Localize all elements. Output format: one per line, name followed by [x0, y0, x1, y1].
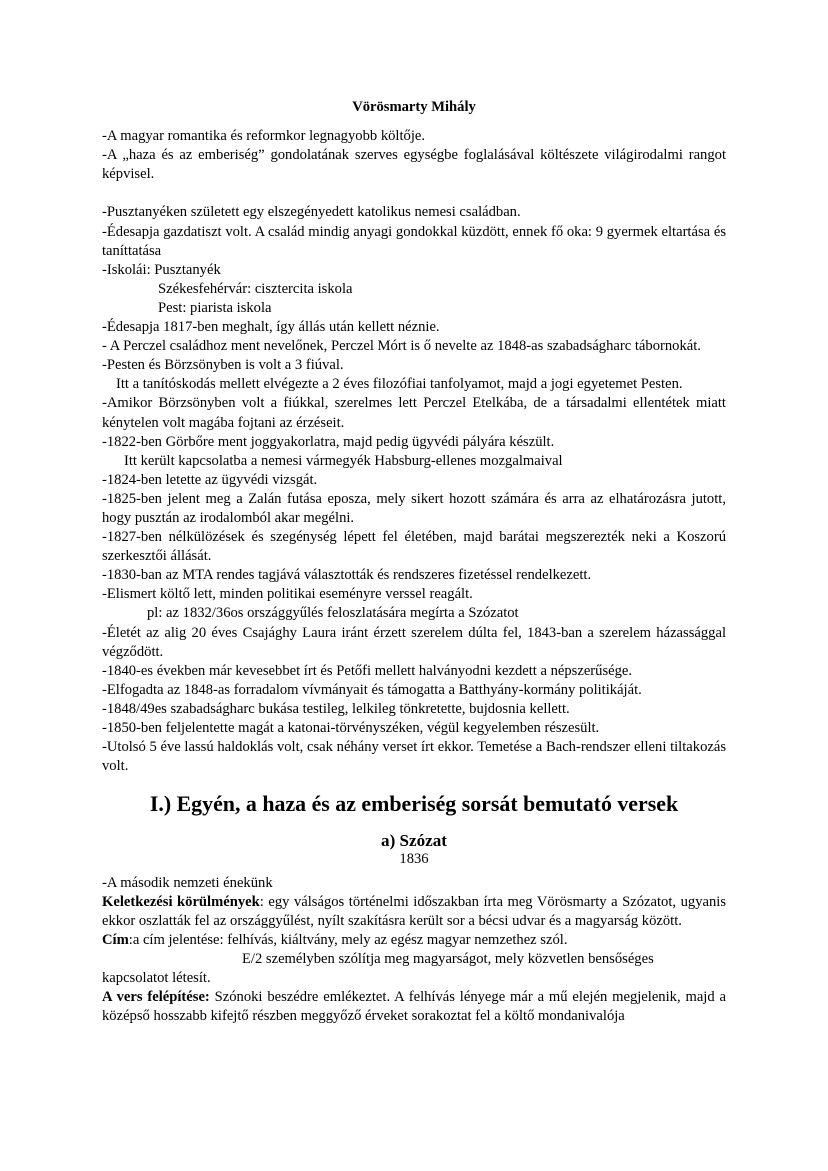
- bio-line: -1830-ban az MTA rendes tagjává választották és rendszeres fizetéssel rendelkezett.: [102, 567, 592, 584]
- bio-line: -1827-ben nélkülözések és szegénység lépett fel életében, majd barátai megszerezték neki a Koszorú szerkesztői állását.: [102, 529, 726, 565]
- bio-line: -Pusztanyéken született egy elszegényedett katolikus nemesi családban.: [102, 204, 521, 221]
- bio-line: -1822-ben Görbőre ment joggyakorlatra, majd pedig ügyvédi pályára készült.: [102, 433, 555, 450]
- bio-line: -Iskolái: Pusztanyék: [102, 261, 221, 278]
- bio-line: -Utolsó 5 éve lassú haldoklás volt, csak néhány verset írt ekkor. Temetése a Bach-rendszer elleni tiltakozás volt.: [102, 739, 726, 775]
- structure-label: A vers felépítése:: [102, 989, 210, 1006]
- title-label: Cím: [102, 931, 129, 948]
- bio-line: - A Perczel családhoz ment nevelőnek, Perczel Mórt is ő nevelte az 1848-as szabadságharc tábornokát.: [102, 338, 701, 355]
- bio-line: -Életét az alig 20 éves Csajághy Laura iránt érzett szerelem dúlta fel, 1843-ban a szerelem házassággal végződött.: [102, 624, 726, 660]
- section-title: I.) Egyén, a haza és az emberiség sorsát bemutató versek: [149, 791, 679, 817]
- bio-line: -Pesten és Börzsönyben is volt a 3 fiúval.: [102, 357, 344, 374]
- intro-line: -A magyar romantika és reformkor legnagyobb költője.: [102, 128, 425, 145]
- szozat-line: E/2 személyben szólítja meg magyarságot, mely közvetlen bensőséges: [242, 950, 654, 967]
- bio-line: Székesfehérvár: cisztercita iskola: [158, 280, 353, 297]
- bio-line: Itt került kapcsolatba a nemesi vármegyék Habsburg-ellenes mozgalmaival: [124, 452, 563, 469]
- title-text: :a cím jelentése: felhívás, kiáltvány, mely az egész magyar nemzethez szól.: [128, 931, 568, 948]
- bio-line: Itt a tanítóskodás mellett elvégezte a 2 éves filozófiai tanfolyamot, majd a jogi egyetemet Pesten.: [116, 376, 683, 393]
- szozat-line: kapcsolatot létesít.: [102, 970, 211, 987]
- bio-line: -Amikor Börzsönyben volt a fiúkkal, szerelmes lett Perczel Etelkába, de a társadalmi ellentétek miatt kénytelen volt magába fojtani az érzéseit.: [102, 395, 726, 431]
- bio-line: -Elismert költő lett, minden politikai eseményre verssel reagált.: [102, 586, 473, 603]
- page-title: Vörösmarty Mihály: [352, 99, 476, 115]
- subsection-title: a) Szózat: [381, 831, 447, 851]
- spacer: [102, 184, 726, 203]
- szozat-line: -A második nemzeti énekünk: [102, 874, 273, 891]
- bio-line: -1848/49es szabadságharc bukása testileg, lelkileg tönkretette, bujdosnia kellett.: [102, 700, 570, 717]
- bio-line: -Elfogadta az 1848-as forradalom vívmányait és támogatta a Batthyány-kormány politikáját.: [102, 681, 642, 698]
- bio-line: Pest: piarista iskola: [158, 299, 272, 316]
- structure-text: Szónoki beszédre emlékeztet. A felhívás lényege már a mű elején megjelenik, majd a középső hosszabb kifejtő részben meggyőző érveket sorakoztat fel a költő mondanivalója: [102, 989, 726, 1025]
- bio-line: -1825-ben jelent meg a Zalán futása eposza, mely sikert hozott számára és arra az elhatározásra jutott, hogy pusztán az irodalomból akar megélni.: [102, 490, 726, 526]
- szozat-structure: [102, 988, 726, 1026]
- szozat-circumstances: [102, 893, 726, 931]
- circumstances-text: : egy válságos történelmi időszakban írta meg Vörösmarty a Szózatot, ugyanis ekkor oszlatták fel az országgyűlést, nyílt szakításra került sor a bécsi udvar és a magyarság között.: [102, 893, 726, 929]
- circumstances-label: Keletkezési körülmények: [102, 893, 260, 910]
- intro-line: -A „haza és az emberiség” gondolatának szerves egységbe foglalásával költészete világirodalmi rangot képvisel.: [102, 147, 726, 183]
- bio-line: pl: az 1832/36os országgyűlés feloszlatására megírta a Szózatot: [147, 605, 519, 622]
- subsection-year: 1836: [399, 851, 429, 868]
- szozat-title-meaning: [102, 931, 726, 950]
- bio-line: -1840-es években már kevesebbet írt és Petőfi mellett halványodni kezdett a népszerűsége.: [102, 662, 633, 679]
- bio-line: -1850-ben feljelentette magát a katonai-törvényszéken, végül kegyelemben részesült.: [102, 720, 600, 736]
- bio-line: -Édesapja gazdatiszt volt. A család mindig anyagi gondokkal küzdött, ennek fő oka: 9 gyermek eltartása és taníttatása: [102, 223, 726, 259]
- bio-line: -Édesapja 1817-ben meghalt, így állás után kellett néznie.: [102, 319, 440, 336]
- bio-line: -1824-ben letette az ügyvédi vizsgát.: [102, 471, 318, 488]
